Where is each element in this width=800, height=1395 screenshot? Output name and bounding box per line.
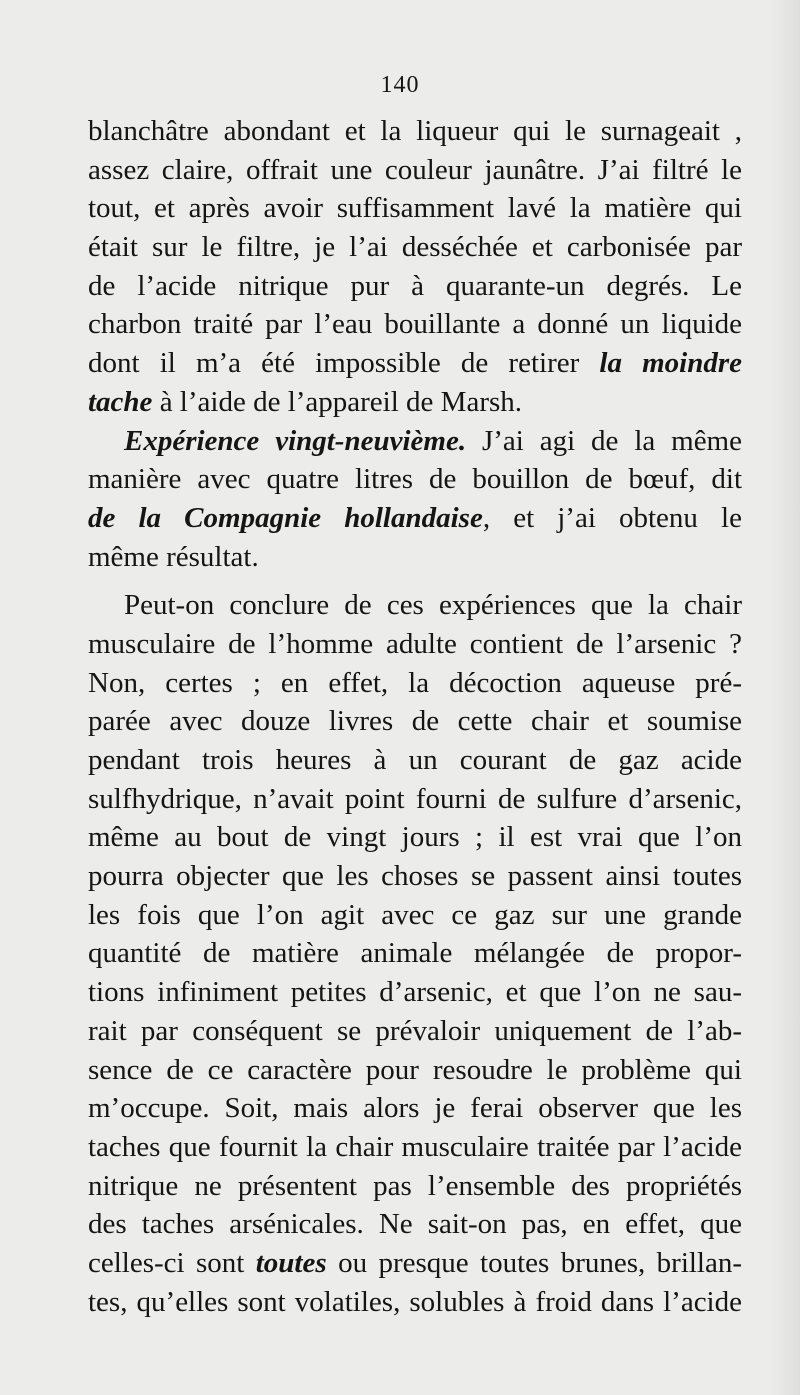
text-segment: à l’aide de l’appareil de Marsh.	[159, 385, 523, 418]
text-line: pendant trois heures à un courant de gaz acide	[88, 744, 742, 776]
text-line: m’occupe. Soit, mais alors je ferai observer que les	[88, 1092, 742, 1125]
text-line: quantité de matière animale mélangée de propor-	[88, 937, 742, 970]
italic-phrase: de la Compagnie hollandaise	[88, 501, 483, 534]
paragraph-gap	[88, 576, 742, 586]
text-segment: dont il m’a été impossible de retirer	[88, 347, 580, 380]
text-line: sence de ce caractère pour resoudre le problème qui	[88, 1053, 742, 1086]
text-line: tout, et après avoir suffisamment lavé la matière qui	[88, 192, 742, 225]
text-line: des taches arsénicales. Ne sait-on pas, en effet, que	[88, 1208, 742, 1241]
text-line: musculaire de l’homme adulte contient de l’arsenic ?	[88, 627, 742, 660]
text-line: Peut-on conclure de ces expériences que la chair	[124, 589, 742, 622]
italic-phrase: toutes	[255, 1246, 327, 1279]
text-line: même au bout de vingt jours ; il est vrai que l’on	[88, 821, 742, 854]
text-segment: celles-ci sont	[88, 1246, 245, 1279]
text-line: parée avec douze livres de cette chair et soumise	[88, 705, 742, 738]
text-line: blanchâtre abondant et la liqueur qui le surnageait ,	[88, 115, 742, 147]
text-line: de l’acide nitrique pur à quarante-un degrés. Le	[88, 269, 742, 302]
text-line: rait par conséquent se prévaloir uniquement de l’ab-	[88, 1014, 742, 1047]
text-segment: ou presque toutes brunes, brillan-	[338, 1246, 743, 1279]
text-line: les fois que l’on agit avec ce gaz sur une grande	[88, 898, 742, 931]
text-segment: , et j’ai obtenu le	[482, 501, 742, 534]
page-edge-shadow	[770, 0, 800, 1395]
text-line: sulfhydrique, n’avait point fourni de sulfure d’arsenic,	[88, 782, 742, 815]
text-line: Non, certes ; en effet, la décoction aqueuse pré-	[88, 666, 742, 699]
text-line: tions infiniment petites d’arsenic, et que l’on ne sau-	[88, 976, 742, 1009]
text-line: charbon traité par l’eau bouillante a donné un liquide	[88, 308, 742, 341]
italic-phrase: tache	[88, 385, 153, 418]
text-line	[88, 383, 742, 422]
text-line	[88, 499, 742, 538]
text-line: taches que fournit la chair musculaire traitée par l’acide	[88, 1130, 742, 1163]
text-line: tes, qu’elles sont volatiles, solubles à froid dans l’acide	[88, 1285, 742, 1318]
text-line	[88, 344, 742, 383]
text-line: était sur le filtre, je l’ai desséchée et carbonisée par	[88, 231, 742, 264]
page-number: 140	[380, 72, 420, 98]
text-line: nitrique ne présentent pas l’ensemble des propriétés	[88, 1169, 742, 1202]
italic-phrase: la moindre	[599, 347, 742, 380]
text-line: même résultat.	[88, 540, 259, 573]
text-line: manière avec quatre litres de bouillon de bœuf, dit	[88, 463, 742, 496]
body-text	[88, 112, 742, 1321]
experiment-heading: Expérience vingt-neuvième.	[124, 424, 467, 457]
text-line	[88, 1244, 742, 1283]
text-line: assez claire, offrait une couleur jaunâtre. J’ai filtré le	[88, 153, 742, 186]
text-segment: J’ai agi de la même	[481, 424, 742, 457]
text-line	[88, 422, 742, 461]
text-line: pourra objecter que les choses se passent ainsi toutes	[88, 860, 742, 893]
